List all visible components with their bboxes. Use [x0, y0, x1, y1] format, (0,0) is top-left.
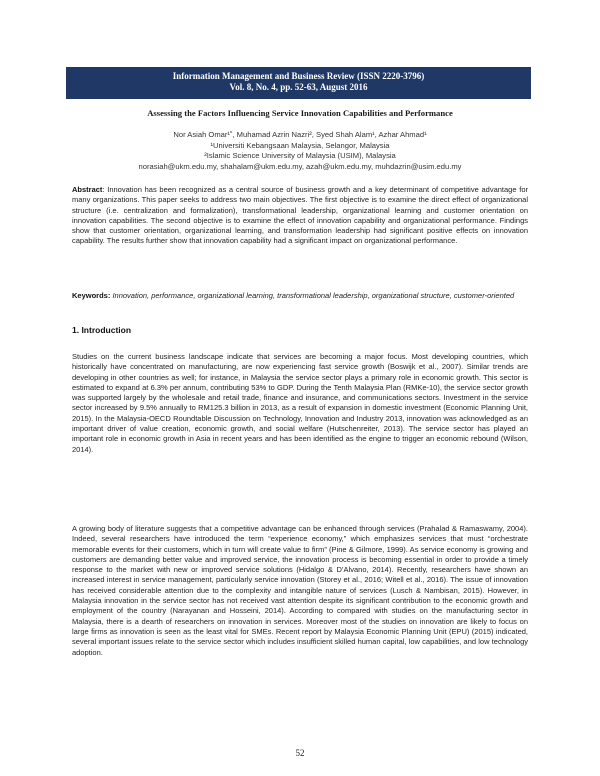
journal-name: Information Management and Business Review (ISSN 2220-3796) — [172, 71, 425, 81]
keywords — [72, 291, 528, 301]
author-block — [72, 130, 528, 172]
abstract-label: Abstract — [72, 185, 103, 194]
affiliation-2: ²Islamic Science University of Malaysia (USIM), Malaysia — [204, 151, 396, 160]
author-emails: norasiah@ukm.edu.my, shahalam@ukm.edu.my, azah@ukm.edu.my, muhdazrin@usim.edu.my — [138, 161, 462, 171]
section-heading: 1. Introduction — [72, 325, 132, 335]
journal-volume: Vol. 8, No. 4, pp. 52-63, August 2016 — [229, 82, 368, 92]
body-paragraph-2: A growing body of literature suggests that a competitive advantage can be enhanced through services (Prahalad & Ramaswamy, 2004). Indeed, several researchers have introduced the term “experience economy,” which emphasizes services that must “orchestrate memorable events for their customers, which in turn will create value to firm” (Pine & Gilmore, 1999). As service economy is growing and customers are demanding better value and improved service, the innovation process is becoming essential in order to provide a timely response to the market with new or improved service solutions (Hidalgo & D’Alvano, 2014). Recently, researchers have shown an increased interest in service management, particularly service innovation (Storey et al., 2016; Witell et al., 2016). The issue of innovation has received considerable attention due to the complexity and intangible nature of services (Lusch & Nambisan, 2015). However, in Malaysia innovation in the service sector has not received vast attention despite its significant contribution to the economic growth and employment of the country (Narayanan and Hosseini, 2014). According to compared with studies on the manufacturing sector in Malaysia, there is a dearth of researchers on innovation in services. Moreover most of the studies on innovation are likely to focus on large firms as innovation is seen as the least vital for SMEs. Recent report by Malaysia Economic Planning Unit (EPU) (2015) indicated, several important issues relate to the service sector which includes insufficient skilled human capital, low capabilities, and low technology adoption. — [72, 524, 528, 657]
affiliation-1: ¹Universiti Kebangsaan Malaysia, Selangor, Malaysia — [210, 140, 390, 150]
page-number: 52 — [295, 748, 305, 758]
keywords-text: Innovation, performance, organizational learning, transformational leadership, organizational structure, customer-oriented — [112, 291, 515, 300]
author-list: Nor Asiah Omar¹˚, Muhamad Azrin Nazri², Syed Shah Alam¹, Azhar Ahmad¹ — [173, 130, 427, 139]
abstract-text: : Innovation has been recognized as a central source of business growth and a key determinant of competitive advantage for many organizations. This paper seeks to address two main objectives. The first objective is to examine the direct effect of organizational structure (i.e. centralization and formalization), transformational leadership, organizational learning and customer orientation on innovation capabilities. The second objective is to examine the effect of innovation capability and organizational performance. Findings show that customer orientation, organizational learning, and transformation leadership had significant positive effects on innovation capability. The results further show that innovation capability had a significant impact on organizational performance. — [72, 185, 528, 246]
keywords-label: Keywords: — [72, 291, 111, 300]
paper-title: Assessing the Factors Influencing Service Innovation Capabilities and Performance — [147, 108, 453, 118]
abstract — [72, 185, 528, 247]
journal-banner — [66, 67, 531, 99]
body-paragraph-1: Studies on the current business landscape indicate that services are becoming a major focus. Most developing countries, which historically have concentrated on manufacturing, are now experiencing fast service growth (Boswijk et al., 2007). Similar trends are developing in other countries as well; for instance, in Malaysia the service sector plays a primary role in economic growth. This sector is estimated to expand at 6.3% per annum, contributing 53% to GDP. During the Tenth Malaysia Plan (RMKe-10), the service sector growth was supported largely by the wholesale and retail trade, finance and insurance, and communications sectors. Investment in the service sector increased by 9.5% annually to RM125.3 billion in 2013, as a result of expansion in domestic investment (Economic Planning Unit, 2015). In the Malaysia-OECD Roundtable Discussion on Technology, Innovation and Industry 2013, innovation was acknowledged as an important driver of value creation, economic growth, and social welfare (Hutschenreiter, 2013). The service sector has played an important role in economic growth in Asia in recent years and has been identified as the engine to trigger an economic rebound (Wilson, 2014). — [72, 352, 528, 454]
